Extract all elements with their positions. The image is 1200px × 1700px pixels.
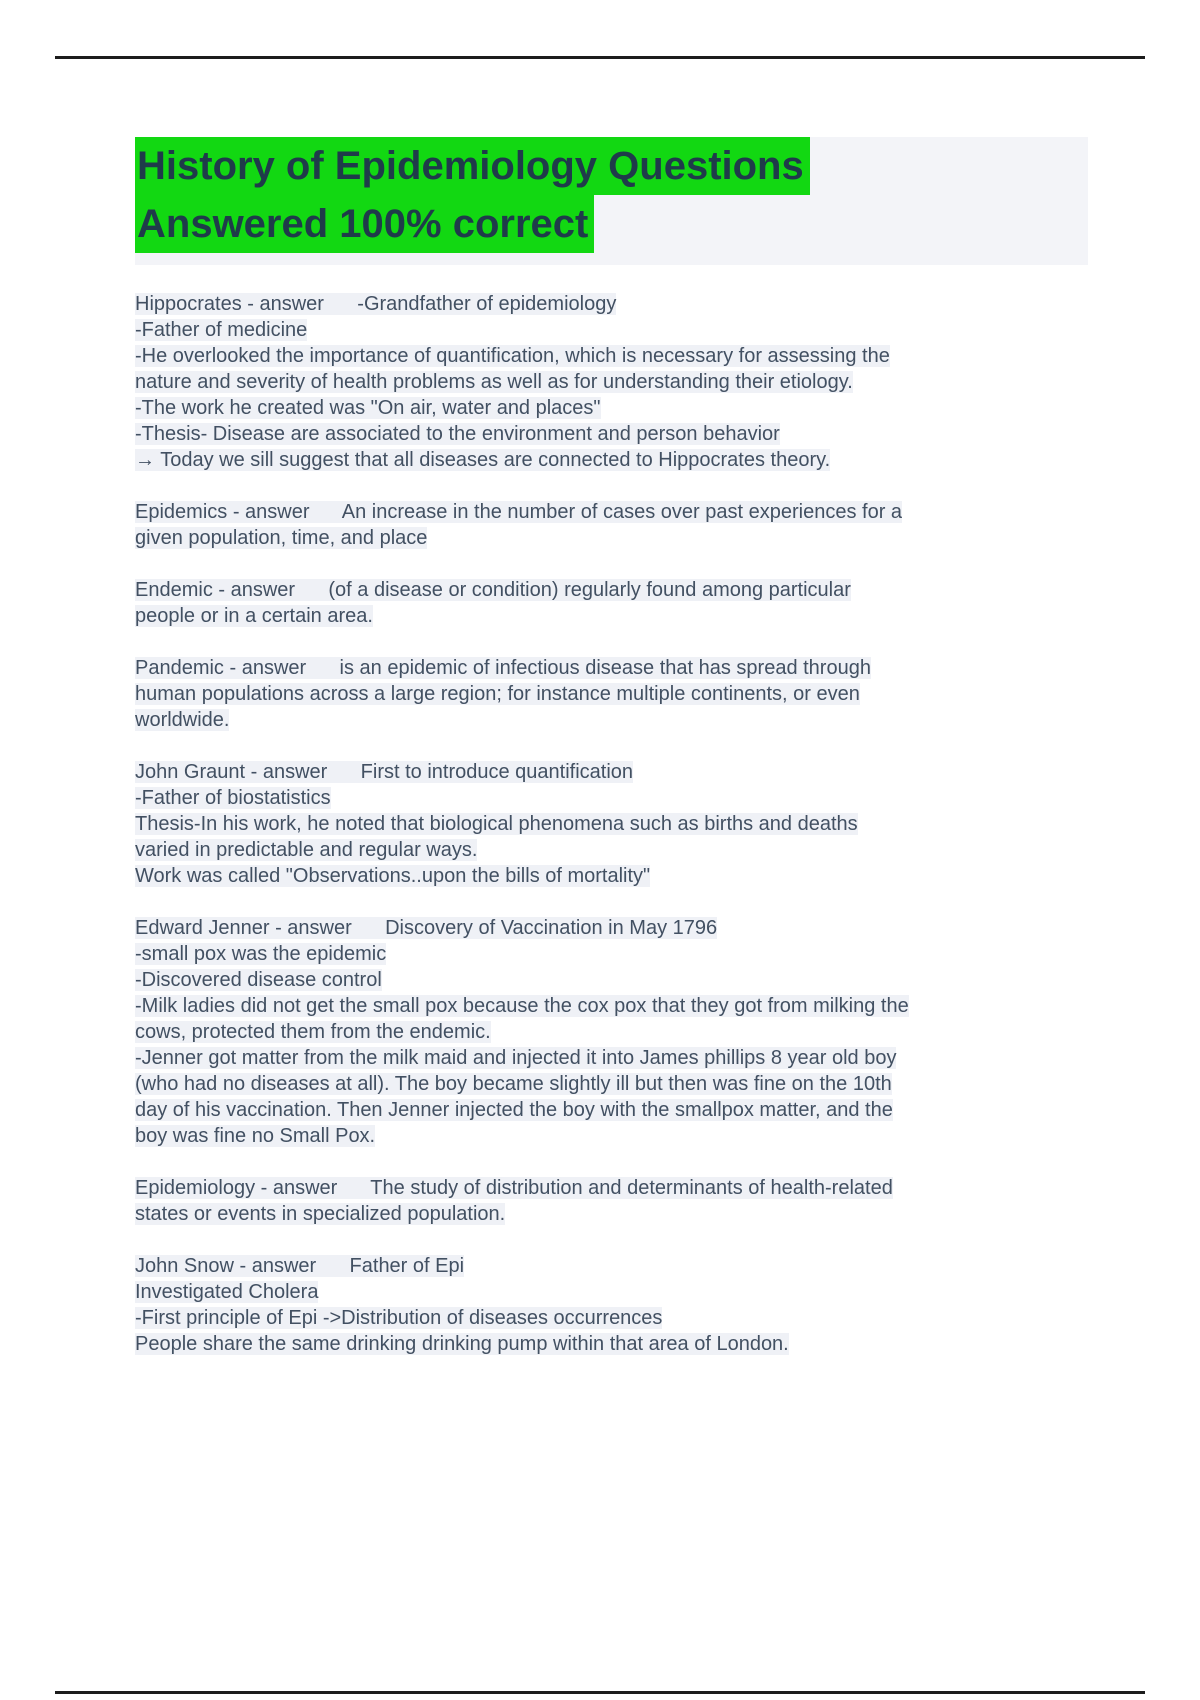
qa-line-text: -First principle of Epi ->Distribution of diseases occurrences xyxy=(135,1307,663,1329)
qa-line-text: -Discovered disease control xyxy=(135,969,382,991)
qa-line-text: boy was fine no Small Pox. xyxy=(135,1125,376,1147)
qa-line-text: → Today we sill suggest that all diseases are connected to Hippocrates theory. xyxy=(135,449,831,471)
qa-block-edward-jenner xyxy=(135,915,1088,1149)
qa-line-text: -Jenner got matter from the milk maid and injected it into James phillips 8 year old boy xyxy=(135,1047,897,1069)
qa-line xyxy=(135,369,1088,395)
qa-line xyxy=(135,343,1088,369)
qa-line-text: human populations across a large region; for instance multiple continents, or even xyxy=(135,683,860,705)
qa-line xyxy=(135,1071,1088,1097)
qa-line-text: nature and severity of health problems as well as for understanding their etiology. xyxy=(135,371,853,393)
qa-line xyxy=(135,707,1088,733)
qa-line xyxy=(135,941,1088,967)
qa-line xyxy=(135,1279,1088,1305)
qa-line xyxy=(135,499,1088,525)
qa-line-text: -Father of medicine xyxy=(135,319,308,341)
document-title-line-2: Answered 100% correct xyxy=(135,195,594,253)
qa-line xyxy=(135,447,1088,473)
qa-line-text: given population, time, and place xyxy=(135,527,428,549)
qa-line-text: (who had no diseases at all). The boy became slightly ill but then was fine on the 10th xyxy=(135,1073,892,1095)
qa-line xyxy=(135,785,1088,811)
qa-line xyxy=(135,837,1088,863)
qa-line-text: -Father of biostatistics xyxy=(135,787,331,809)
qa-line xyxy=(135,759,1088,785)
document-body xyxy=(135,291,1088,1357)
qa-line xyxy=(135,1253,1088,1279)
qa-line xyxy=(135,1123,1088,1149)
qa-line-text: John Graunt - answer First to introduce quantification xyxy=(135,761,634,783)
qa-line-text: -small pox was the epidemic xyxy=(135,943,387,965)
qa-block-hippocrates xyxy=(135,291,1088,473)
qa-line xyxy=(135,993,1088,1019)
qa-line-text: People share the same drinking drinking pump within that area of London. xyxy=(135,1333,789,1355)
qa-line xyxy=(135,1019,1088,1045)
qa-line-text: Hippocrates - answer -Grandfather of epidemiology xyxy=(135,293,617,315)
qa-line-text: -The work he created was "On air, water and places" xyxy=(135,397,601,419)
qa-line-text: varied in predictable and regular ways. xyxy=(135,839,478,861)
qa-line xyxy=(135,1201,1088,1227)
qa-line xyxy=(135,291,1088,317)
qa-line xyxy=(135,1175,1088,1201)
qa-line-text: states or events in specialized population. xyxy=(135,1203,506,1225)
qa-line-text: Thesis-In his work, he noted that biological phenomena such as births and deaths xyxy=(135,813,858,835)
qa-line-text: worldwide. xyxy=(135,709,230,731)
qa-line-text: Investigated Cholera xyxy=(135,1281,319,1303)
qa-line xyxy=(135,1331,1088,1357)
qa-line xyxy=(135,525,1088,551)
qa-block-pandemic xyxy=(135,655,1088,733)
qa-line xyxy=(135,1045,1088,1071)
qa-line xyxy=(135,1097,1088,1123)
qa-line xyxy=(135,1305,1088,1331)
qa-line-text: -Milk ladies did not get the small pox because the cox pox that they got from milking the xyxy=(135,995,909,1017)
qa-line-text: John Snow - answer Father of Epi xyxy=(135,1255,465,1277)
qa-block-epidemiology xyxy=(135,1175,1088,1227)
qa-line xyxy=(135,863,1088,889)
qa-line-text: Work was called "Observations..upon the bills of mortality" xyxy=(135,865,651,887)
qa-line xyxy=(135,577,1088,603)
qa-block-epidemics xyxy=(135,499,1088,551)
qa-line-text: -He overlooked the importance of quantification, which is necessary for assessing the xyxy=(135,345,890,367)
qa-line xyxy=(135,421,1088,447)
qa-line xyxy=(135,967,1088,993)
qa-line xyxy=(135,915,1088,941)
qa-line-text: people or in a certain area. xyxy=(135,605,373,627)
qa-line-text: Epidemiology - answer The study of distribution and determinants of health-related xyxy=(135,1177,893,1199)
qa-line-text: Edward Jenner - answer Discovery of Vaccination in May 1796 xyxy=(135,917,718,939)
qa-line xyxy=(135,681,1088,707)
qa-line-text: Pandemic - answer is an epidemic of infectious disease that has spread through xyxy=(135,657,871,679)
document-title xyxy=(135,137,1088,265)
qa-line-text: day of his vaccination. Then Jenner injected the boy with the smallpox matter, and the xyxy=(135,1099,893,1121)
qa-line xyxy=(135,811,1088,837)
qa-block-john-graunt xyxy=(135,759,1088,889)
qa-line xyxy=(135,395,1088,421)
qa-line xyxy=(135,317,1088,343)
top-border-rule xyxy=(55,56,1145,59)
qa-block-john-snow xyxy=(135,1253,1088,1357)
qa-line xyxy=(135,603,1088,629)
qa-line-text: Endemic - answer (of a disease or condition) regularly found among particular xyxy=(135,579,851,601)
qa-line xyxy=(135,655,1088,681)
qa-line-text: -Thesis- Disease are associated to the environment and person behavior xyxy=(135,423,780,445)
qa-line-text: Epidemics - answer An increase in the number of cases over past experiences for a xyxy=(135,501,903,523)
document-title-line-1: History of Epidemiology Questions xyxy=(135,137,810,195)
qa-line-text: cows, protected them from the endemic. xyxy=(135,1021,491,1043)
document-content xyxy=(135,137,1088,1383)
qa-block-endemic xyxy=(135,577,1088,629)
bottom-border-rule xyxy=(55,1691,1145,1694)
